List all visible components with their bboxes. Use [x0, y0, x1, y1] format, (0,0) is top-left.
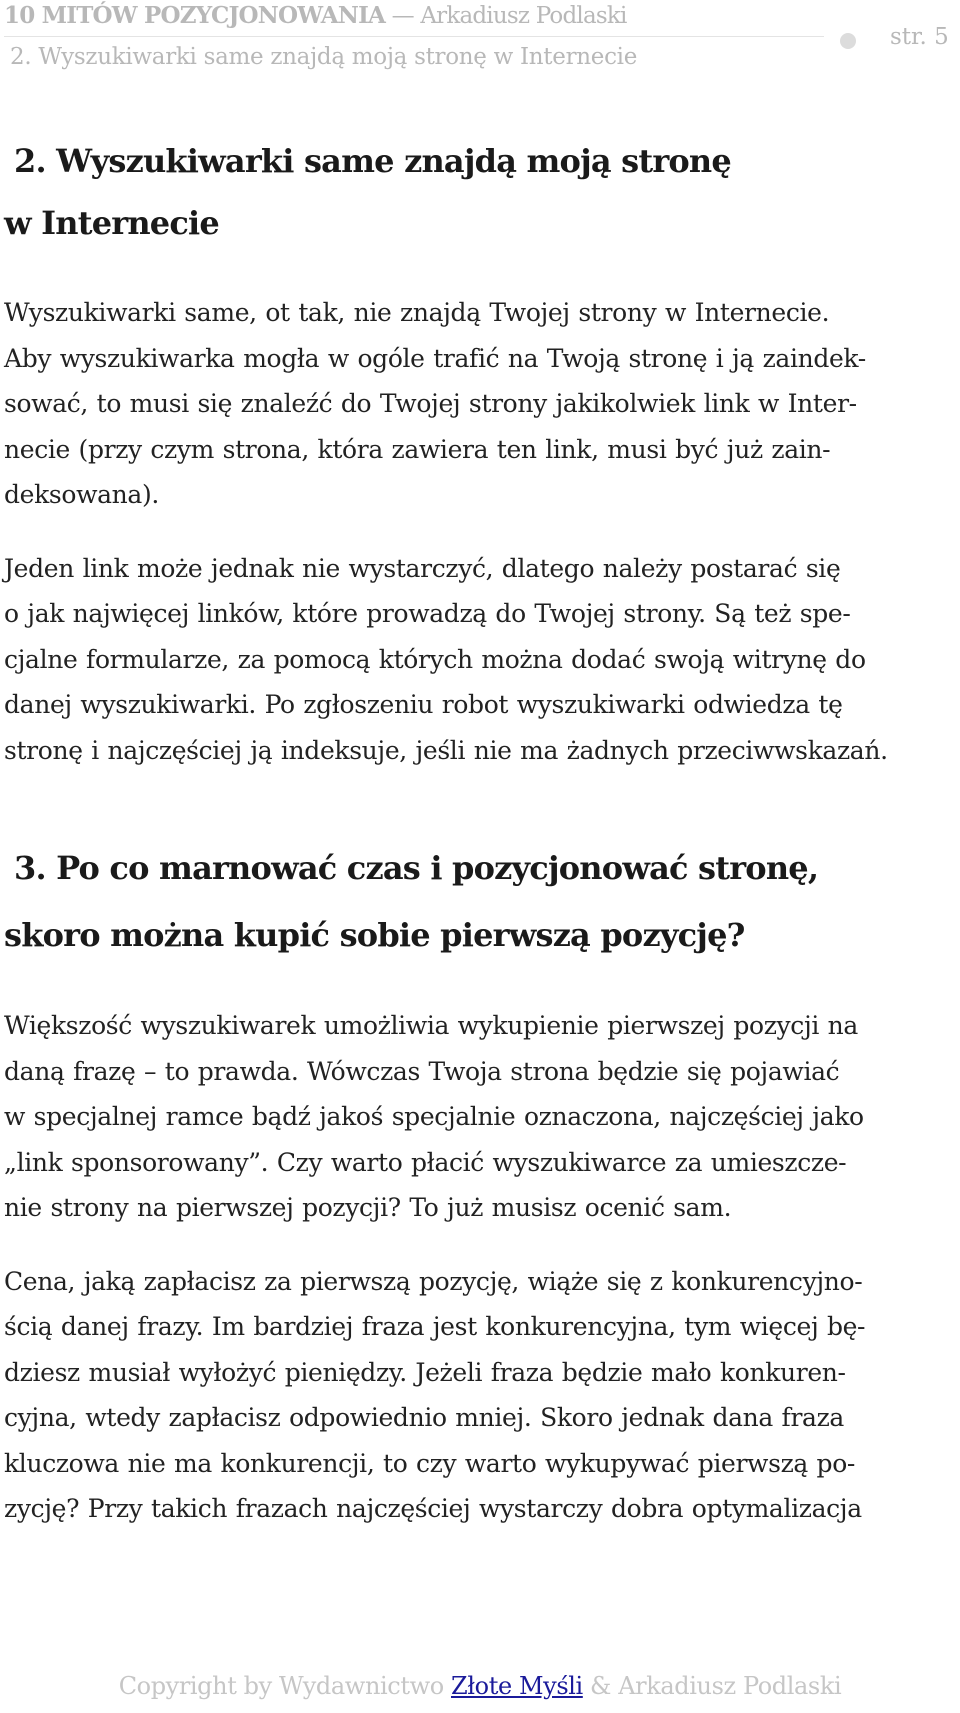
section-heading	[4, 130, 960, 254]
page-header	[4, 0, 948, 80]
paragraph: Jeden link może jednak nie wystarczyć, dlatego należy postarać się o jak najwięcej linków, które prowadzą do Twojej strony. Są też spe- cjalne formularze, za pomocą których można dodać swoją witrynę do danej wyszukiwarki. Po zgłoszeniu robot wyszukiwarki odwiedza tę stronę i najczęściej ją indeksuje, jeśli nie ma żadnych przeciwwskazań.	[4, 553, 888, 765]
header-book-title: 10 MITÓW POZYCJONOWANIA	[4, 2, 386, 29]
section-heading-line1: 3. Po co marnować czas i pozycjonować stronę,	[14, 849, 819, 887]
paragraph: Większość wyszukiwarek umożliwia wykupienie pierwszej pozycji na daną frazę – to prawda. Wówczas Twoja strona będzie się pojawiać w specjalnej ramce bądź jakoś specjalnie oznaczona, najczęściej jako „link sponsorowany”. Czy warto płacić wyszukiwarce za umieszcze- nie strony na pierwszej pozycji? To już musisz ocenić sam.	[4, 1011, 864, 1222]
header-book-line	[4, 2, 627, 29]
section-heading-line2: w Internecie	[4, 204, 219, 242]
header-divider	[4, 36, 824, 37]
header-chapter: 2. Wyszukiwarki same znajdą moją stronę w Internecie	[10, 44, 638, 70]
section-heading-line2: skoro można kupić sobie pierwszą pozycję?	[4, 916, 745, 954]
footer-copyright-suffix: & Arkadiusz Podlaski	[582, 1672, 842, 1700]
page-content	[4, 130, 960, 1532]
paragraph: Cena, jaką zapłacisz za pierwszą pozycję, wiąże się z konkurencyjno- ścią danej frazy. Im bardziej fraza jest konkurencyjna, tym więcej bę- dziesz musiał wyłożyć pieniędzy. Jeżeli fraza będzie mało konkuren- cyjna, wtedy zapłacisz odpowiednio mniej. Skoro jednak dana fraza kluczowa nie ma konkurencji, to czy warto wykupywać pierwszą po- zycję? Przy takich frazach najczęściej wystarczy dobra optymalizacja	[4, 1266, 866, 1523]
header-bullet-icon	[840, 33, 856, 49]
footer-copyright-prefix: Copyright by Wydawnictwo	[118, 1672, 451, 1700]
section-heading-line1: 2. Wyszukiwarki same znajdą moją stronę	[14, 142, 731, 180]
section-search-engines	[4, 130, 960, 773]
paragraph: Wyszukiwarki same, ot tak, nie znajdą Twojej strony w Internecie. Aby wyszukiwarka mogła w ogóle trafić na Twoją stronę i ją zaindek- sować, to musi się znaleźć do Twojej strony jakikolwiek link w Inter- necie (przy czym strona, która zawiera ten link, musi być już zain- deksowana).	[4, 298, 866, 509]
section-heading	[4, 835, 960, 969]
header-page-number: str. 5	[890, 24, 949, 50]
page-footer	[0, 1672, 960, 1700]
section-paid-position	[4, 835, 960, 1532]
header-author: Arkadiusz Podlaski	[420, 3, 627, 29]
header-separator: —	[385, 3, 421, 29]
publisher-link[interactable]: Złote Myśli	[451, 1672, 583, 1700]
